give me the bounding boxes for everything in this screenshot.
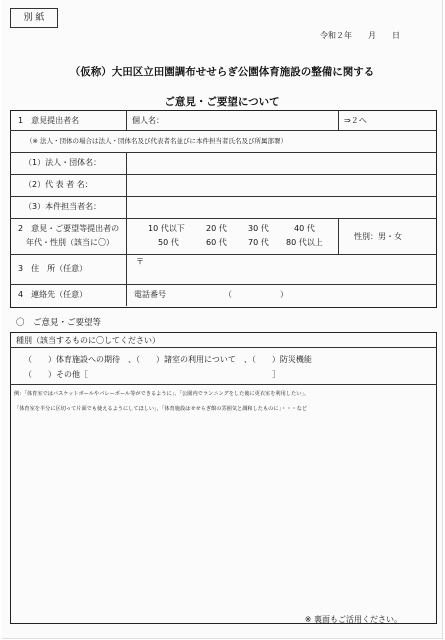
contact-person-field[interactable]	[128, 198, 434, 217]
category-choices[interactable]: （ ）体育施設への期待 、（ ）諸室の利用について 、（ ）防災機能	[24, 355, 312, 364]
reverse-side-note: ※ 裏面もご活用ください。	[304, 615, 402, 624]
type-label: 種別（該当するものに〇してください）	[16, 336, 160, 345]
representative-field[interactable]	[128, 176, 434, 195]
age-option[interactable]: 20 代	[206, 224, 227, 233]
age-option[interactable]: 40 代	[294, 224, 315, 233]
age-option[interactable]: 50 代	[158, 238, 179, 247]
address-field[interactable]	[128, 256, 434, 283]
date-line: 令和２年 月 日	[320, 31, 400, 40]
postal-mark: 〒	[136, 257, 144, 266]
individual-name-label: 個人名：	[132, 116, 164, 125]
form-subtitle: ご意見・ご要望について	[164, 96, 280, 108]
phone-label: 電話番号	[134, 290, 166, 299]
representative-label: （2）代 表 者 名：	[24, 180, 93, 189]
age-option[interactable]: 30 代	[248, 224, 269, 233]
age-gender-label-2: 年代・性別（該当に〇）	[26, 238, 114, 247]
attachment-tag: 別 紙	[10, 8, 58, 28]
submitter-name-label: 1 意見提出者名	[18, 116, 80, 125]
corporate-note: （※ 法人・団体の場合は法人・団体名及び代表者名並びに本件担当者氏名及び所属部署）	[26, 137, 288, 145]
form-title: （仮称）大田区立田園調布せせらぎ公園体育施設の整備に関する	[69, 66, 375, 78]
age-option[interactable]: 80 代以上	[286, 238, 323, 247]
age-option[interactable]: 10 代以下	[148, 224, 185, 233]
opinion-text-area[interactable]	[14, 418, 432, 618]
gender-option[interactable]: 性別：男・女	[354, 232, 402, 241]
contact-label: 4 連絡先（任意）	[18, 290, 88, 299]
age-option[interactable]: 70 代	[248, 238, 269, 247]
example-text: 例：「体育室ではバスケットボールやバレーボール等ができるように」、「公園内でランニングをした後に更衣室を利用したい」、	[14, 391, 310, 397]
goto-section-2: ⇒２へ	[344, 116, 367, 125]
corp-name-label: （1）法人・団体名：	[24, 158, 102, 167]
example-text: 「体育室を半分に区切って片面でも使えるようにしてほしい」、「体育施設はせせらぎ館の雰囲気と調和したものに」・・・など	[14, 406, 308, 412]
age-option[interactable]: 60 代	[206, 238, 227, 247]
corp-name-field[interactable]	[128, 154, 434, 173]
form-page	[2, 0, 443, 639]
opinion-heading: 〇 ご意見・ご要望等	[16, 318, 102, 328]
individual-name-field[interactable]	[180, 113, 330, 129]
contact-person-label: （3）本件担当者名：	[24, 202, 102, 211]
category-other[interactable]: （ ）その他［ ］	[24, 370, 280, 379]
age-gender-label: 2 意見・ご要望等提出者の	[18, 224, 120, 233]
address-label: 3 住 所（任意）	[18, 264, 88, 273]
phone-field[interactable]: （ ）	[224, 290, 288, 299]
